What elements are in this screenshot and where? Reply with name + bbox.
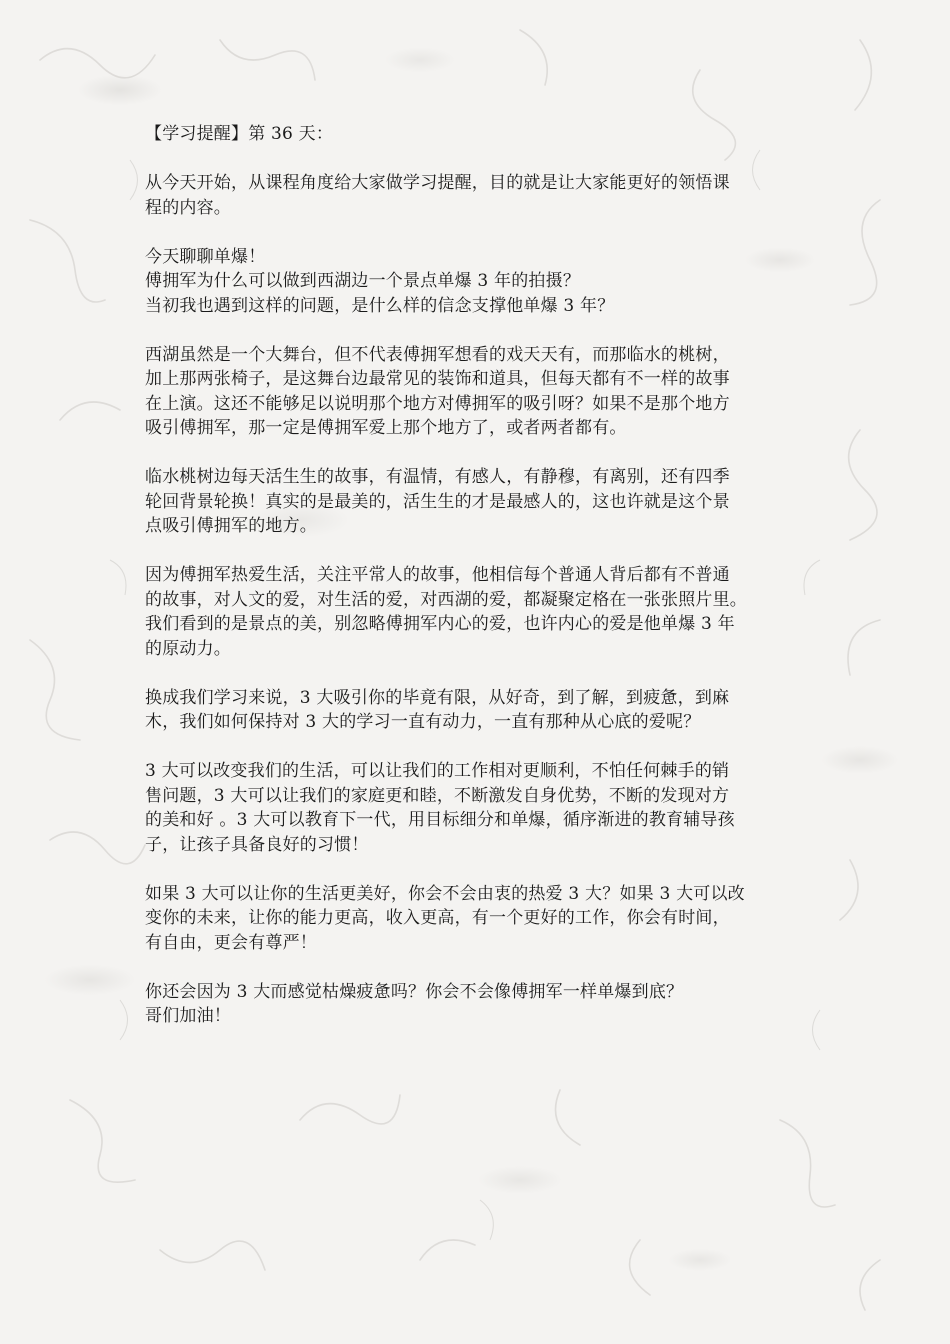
text-line: 从今天开始，从课程角度给大家做学习提醒，目的就是让大家能更好的领悟课: [145, 173, 730, 193]
text-line: 我们看到的是景点的美，别忽略傅拥军内心的爱，也许内心的爱是他单爆 3 年: [145, 614, 735, 634]
text-line: 如果 3 大可以让你的生活更美好，你会不会由衷的热爱 3 大？如果 3 大可以改: [145, 883, 745, 904]
text-line: 的故事，对人文的爱，对生活的爱，对西湖的爱，都凝聚定格在一张张照片里。: [145, 589, 747, 610]
text-line: 当初我也遇到这样的问题，是什么样的信念支撑他单爆 3 年？: [145, 295, 615, 316]
text-line: 轮回背景轮换！真实的是最美的，活生生的才是最感人的，这也许就是这个景: [145, 491, 730, 512]
document-heading: 【学习提醒】第 36 天：: [145, 124, 334, 144]
text-line: 售问题，3 大可以让我们的家庭更和睦，不断激发自身优势，不断的发现对方: [145, 785, 730, 806]
text-line: 有自由，更会有尊严！: [145, 932, 317, 953]
text-line: 点吸引傅拥军的地方。: [145, 516, 317, 536]
paragraph-intro: [145, 171, 810, 220]
paragraph-peach-tree-stories: [145, 465, 810, 539]
paragraph-benefits: [145, 759, 810, 857]
text-line: 的原动力。: [145, 638, 231, 659]
text-line: 在上演。这还不能够足以说明那个地方对傅拥军的吸引呀？如果不是那个地方: [145, 393, 730, 414]
text-line: 临水桃树边每天活生生的故事，有温情，有感人，有静穆，有离别，还有四季: [145, 467, 730, 487]
text-line: 木，我们如何保持对 3 大的学习一直有动力，一直有那种从心底的爱呢？: [145, 712, 701, 732]
text-line: 的美和好 。3 大可以教育下一代，用目标细分和单爆，循序渐进的教育辅导孩: [145, 810, 735, 830]
text-line: 吸引傅拥军，那一定是傅拥军爱上那个地方了，或者两者都有。: [145, 418, 627, 438]
paragraph-better-future: [145, 882, 810, 956]
paragraph-westlake-stage: [145, 343, 810, 441]
paragraph-love-of-life: [145, 563, 810, 661]
paragraph-closing: [145, 980, 810, 1029]
text-line: 傅拥军为什么可以做到西湖边一个景点单爆 3 年的拍摄？: [145, 271, 581, 291]
text-line: 因为傅拥军热爱生活，关注平常人的故事，他相信每个普通人背后都有不普通: [145, 565, 730, 585]
text-line: 今天聊聊单爆！: [145, 246, 266, 267]
text-line: 3 大可以改变我们的生活，可以让我们的工作相对更顺利，不怕任何棘手的销: [145, 761, 730, 781]
text-line: 程的内容。: [145, 197, 231, 218]
text-line: 西湖虽然是一个大舞台，但不代表傅拥军想看的戏天天有，而那临水的桃树，: [145, 344, 730, 365]
text-line: 子，让孩子具备良好的习惯！: [145, 834, 369, 855]
text-line: 哥们加油！: [145, 1006, 231, 1026]
text-line: 变你的未来，让你的能力更高，收入更高，有一个更好的工作，你会有时间，: [145, 908, 730, 928]
text-line: 你还会因为 3 大而感觉枯燥疲惫吗？你会不会像傅拥军一样单爆到底？: [145, 981, 684, 1002]
paragraph-topic: [145, 245, 810, 319]
text-line: 加上那两张椅子，是这舞台边最常见的装饰和道具，但每天都有不一样的故事: [145, 369, 730, 389]
document-body: [145, 122, 810, 1053]
paragraph-learning-motivation: [145, 686, 810, 735]
text-line: 换成我们学习来说，3 大吸引你的毕竟有限，从好奇，到了解，到疲惫，到麻: [145, 687, 730, 708]
